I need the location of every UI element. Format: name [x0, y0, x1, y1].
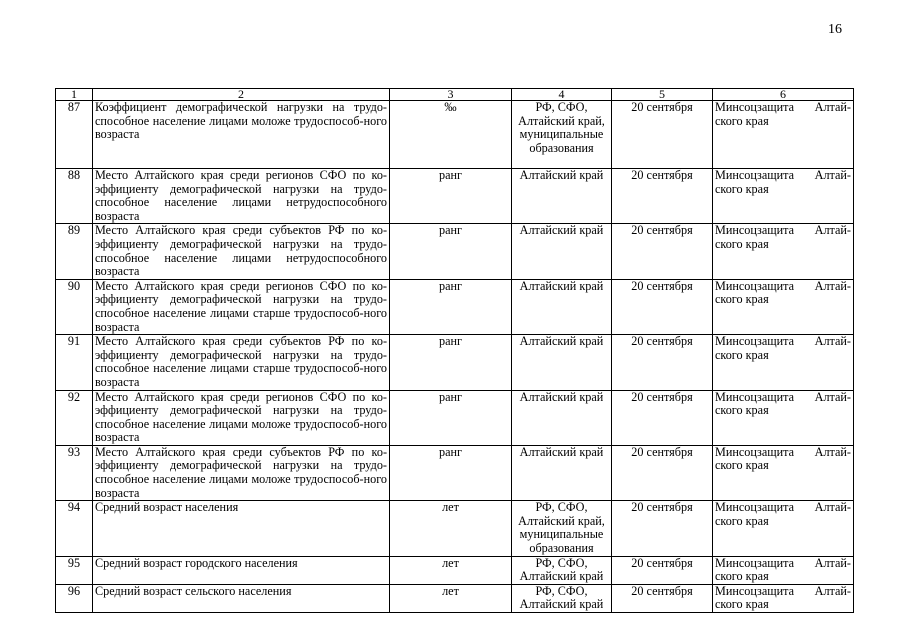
unit-of-measure: лет — [390, 584, 512, 612]
indicator-name: Место Алтайского края среди регионов СФО по ко-эффициенту демографической нагрузки на трудо-способное население лицами нетрудоспособного возраста — [93, 169, 390, 224]
responsible-party — [713, 584, 854, 612]
responsible-ministry: Минсоцзащита — [715, 223, 795, 238]
data-level: Алтайский край — [512, 279, 612, 334]
row-number: 91 — [56, 335, 93, 390]
responsible-line-1 — [715, 280, 851, 294]
deadline-date: 20 сентября — [612, 584, 713, 612]
responsible-line-2: ского края — [715, 569, 769, 584]
deadline-date: 20 сентября — [612, 556, 713, 584]
unit-of-measure: ранг — [390, 335, 512, 390]
row-number: 88 — [56, 169, 93, 224]
responsible-line-2: ского края — [715, 181, 769, 196]
responsible-party — [713, 335, 854, 390]
table-body — [56, 101, 854, 613]
header-col-5: 5 — [612, 89, 713, 101]
responsible-ministry: Минсоцзащита — [715, 334, 795, 349]
row-number: 93 — [56, 445, 93, 500]
deadline-date: 20 сентября — [612, 445, 713, 500]
deadline-date: 20 сентября — [612, 501, 713, 556]
row-number: 90 — [56, 279, 93, 334]
table-header-row — [56, 89, 854, 101]
responsible-ministry: Минсоцзащита — [715, 583, 795, 598]
responsible-line-2: ского края — [715, 403, 769, 418]
responsible-party — [713, 501, 854, 556]
responsible-line-2: ского края — [715, 458, 769, 473]
unit-of-measure: лет — [390, 556, 512, 584]
responsible-line-1 — [715, 446, 851, 460]
data-level: Алтайский край — [512, 169, 612, 224]
table-row — [56, 556, 854, 584]
header-col-6: 6 — [713, 89, 854, 101]
table-row — [56, 101, 854, 169]
header-col-4: 4 — [512, 89, 612, 101]
data-level: Алтайский край — [512, 445, 612, 500]
indicator-name: Место Алтайского края среди регионов СФО по ко-эффициенту демографической нагрузки на трудо-способное население лицами моложе трудоспособ-ного возраста — [93, 390, 390, 445]
responsible-region-part: Алтай- — [814, 168, 851, 182]
unit-of-measure: лет — [390, 501, 512, 556]
header-col-1: 1 — [56, 89, 93, 101]
responsible-line-2: ского края — [715, 347, 769, 362]
responsible-ministry: Минсоцзащита — [715, 444, 795, 459]
unit-of-measure: ‰ — [390, 101, 512, 169]
table-row — [56, 390, 854, 445]
indicators-table — [55, 88, 854, 613]
responsible-ministry: Минсоцзащита — [715, 168, 795, 182]
indicator-name: Место Алтайского края среди регионов СФО по ко-эффициенту демографической нагрузки на трудо-способное население лицами старше трудоспособ-ного возраста — [93, 279, 390, 334]
header-col-2: 2 — [93, 89, 390, 101]
responsible-line-2: ского края — [715, 236, 769, 251]
table-row — [56, 584, 854, 612]
table-row — [56, 335, 854, 390]
unit-of-measure: ранг — [390, 390, 512, 445]
responsible-line-1 — [715, 335, 851, 349]
deadline-date: 20 сентября — [612, 335, 713, 390]
responsible-region-part: Алтай- — [814, 100, 851, 114]
row-number: 89 — [56, 224, 93, 279]
responsible-region-part: Алтай- — [814, 389, 851, 404]
responsible-line-1 — [715, 557, 851, 571]
responsible-line-1 — [715, 585, 851, 599]
data-level: Алтайский край — [512, 390, 612, 445]
table-row — [56, 224, 854, 279]
row-number: 92 — [56, 390, 93, 445]
responsible-line-2: ского края — [715, 597, 769, 612]
table-row — [56, 445, 854, 500]
unit-of-measure: ранг — [390, 169, 512, 224]
indicator-name: Место Алтайского края среди субъектов РФ по ко-эффициенту демографической нагрузки на трудо-способное население лицами моложе трудоспособ-ного возраста — [93, 445, 390, 500]
responsible-line-1 — [715, 169, 851, 183]
responsible-party — [713, 169, 854, 224]
responsible-line-1 — [715, 501, 851, 515]
deadline-date: 20 сентября — [612, 279, 713, 334]
unit-of-measure: ранг — [390, 279, 512, 334]
indicator-name: Место Алтайского края среди субъектов РФ по ко-эффициенту демографической нагрузки на трудо-способное население лицами нетрудоспособного возраста — [93, 224, 390, 279]
responsible-party — [713, 445, 854, 500]
unit-of-measure: ранг — [390, 445, 512, 500]
data-level: РФ, СФО, Алтайский край — [512, 556, 612, 584]
responsible-party — [713, 556, 854, 584]
responsible-ministry: Минсоцзащита — [715, 500, 795, 515]
responsible-region-part: Алтай- — [814, 555, 851, 570]
responsible-region-part: Алтай- — [814, 334, 851, 349]
row-number: 87 — [56, 101, 93, 169]
responsible-region-part: Алтай- — [814, 444, 851, 459]
responsible-party — [713, 101, 854, 169]
responsible-ministry: Минсоцзащита — [715, 278, 795, 293]
responsible-region-part: Алтай- — [814, 500, 851, 515]
row-number: 96 — [56, 584, 93, 612]
table-row — [56, 279, 854, 334]
deadline-date: 20 сентября — [612, 169, 713, 224]
responsible-line-1 — [715, 224, 851, 238]
responsible-region-part: Алтай- — [814, 583, 851, 598]
indicator-name: Средний возраст сельского населения — [93, 584, 390, 612]
data-level: РФ, СФО, Алтайский край, муниципальные образования — [512, 501, 612, 556]
header-col-3: 3 — [390, 89, 512, 101]
data-level: РФ, СФО, Алтайский край — [512, 584, 612, 612]
responsible-ministry: Минсоцзащита — [715, 555, 795, 570]
responsible-region-part: Алтай- — [814, 223, 851, 238]
responsible-party — [713, 224, 854, 279]
responsible-ministry: Минсоцзащита — [715, 100, 795, 114]
indicator-name: Место Алтайского края среди субъектов РФ по ко-эффициенту демографической нагрузки на трудо-способное население лицами старше трудоспособ-ного возраста — [93, 335, 390, 390]
data-level: Алтайский край — [512, 224, 612, 279]
deadline-date: 20 сентября — [612, 101, 713, 169]
responsible-line-2: ского края — [715, 113, 769, 128]
deadline-date: 20 сентября — [612, 390, 713, 445]
responsible-line-1 — [715, 101, 851, 115]
page-number: 16 — [828, 22, 842, 37]
row-number: 94 — [56, 501, 93, 556]
responsible-line-2: ского края — [715, 292, 769, 307]
table-row — [56, 501, 854, 556]
deadline-date: 20 сентября — [612, 224, 713, 279]
data-level: РФ, СФО, Алтайский край, муниципальные образования — [512, 101, 612, 169]
responsible-party — [713, 279, 854, 334]
responsible-ministry: Минсоцзащита — [715, 389, 795, 404]
indicator-name: Средний возраст населения — [93, 501, 390, 556]
table-row — [56, 169, 854, 224]
row-number: 95 — [56, 556, 93, 584]
responsible-region-part: Алтай- — [814, 278, 851, 293]
responsible-party — [713, 390, 854, 445]
responsible-line-1 — [715, 391, 851, 405]
unit-of-measure: ранг — [390, 224, 512, 279]
indicator-name: Средний возраст городского населения — [93, 556, 390, 584]
indicator-name: Коэффициент демографической нагрузки на трудо-способное население лицами моложе трудоспособ-ного возраста — [93, 101, 390, 169]
responsible-line-2: ского края — [715, 513, 769, 528]
data-level: Алтайский край — [512, 335, 612, 390]
